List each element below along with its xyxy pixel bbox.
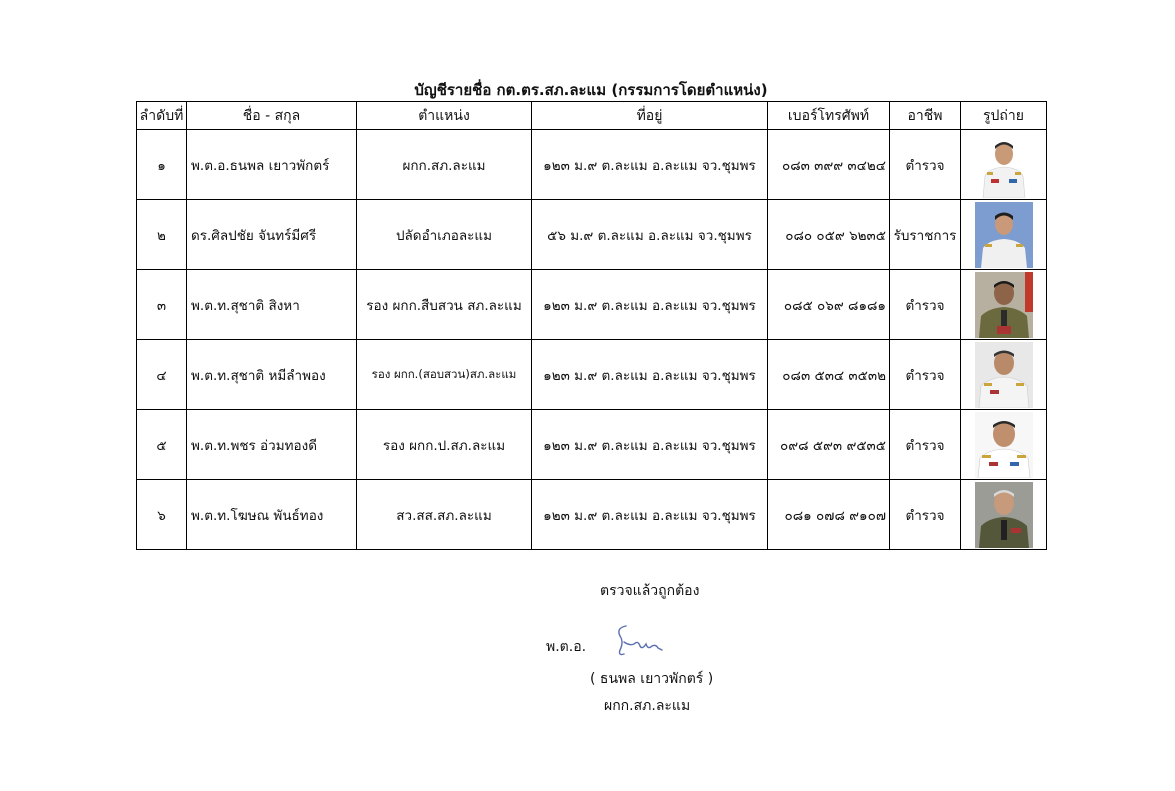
row-address: ๑๒๓ ม.๙ ต.ละแม อ.ละแม จว.ชุมพร [532,480,768,550]
row-address: ๑๒๓ ม.๙ ต.ละแม อ.ละแม จว.ชุมพร [532,130,768,200]
signer-name: ( ธนพล เยาวพักตร์ ) [590,671,714,687]
row-occupation: ตำรวจ [890,480,961,550]
row-name: พ.ต.ท.พชร อ่วมทองดี [187,410,357,480]
table-row [137,200,1047,270]
table-row [137,340,1047,410]
row-phone: ๐๘๓ ๓๙๙ ๓๔๒๔ [768,130,890,200]
document-title: บัญชีรายชื่อ กต.ตร.สภ.ละแม (กรรมการโดยตำแหน่ง) [414,81,768,99]
row-no: ๖ [137,480,187,550]
header-position: ตำแหน่ง [357,102,532,130]
row-occupation: ตำรวจ [890,130,961,200]
row-no: ๓ [137,270,187,340]
table-row [137,270,1047,340]
signer-rank: พ.ต.อ. [546,639,587,655]
row-address: ๕๖ ม.๙ ต.ละแม อ.ละแม จว.ชุมพร [532,200,768,270]
table-row [137,410,1047,480]
row-position: สว.สส.สภ.ละแม [357,480,532,550]
row-photo-cell [961,130,1047,200]
table-row [137,130,1047,200]
header-address: ที่อยู่ [532,102,768,130]
row-photo-cell [961,270,1047,340]
portrait-photo [975,272,1033,338]
row-address: ๑๒๓ ม.๙ ต.ละแม อ.ละแม จว.ชุมพร [532,410,768,480]
row-no: ๕ [137,410,187,480]
portrait-photo [975,202,1033,268]
row-position: รอง ผกก.สืบสวน สภ.ละแม [357,270,532,340]
header-name: ชื่อ - สกุล [187,102,357,130]
row-no: ๔ [137,340,187,410]
portrait-photo [975,132,1033,198]
portrait-photo [975,342,1033,408]
row-name: พ.ต.อ.ธนพล เยาวพักตร์ [187,130,357,200]
handwritten-signature [612,620,668,660]
verified-label: ตรวจแล้วถูกต้อง [600,583,700,599]
row-phone: ๐๘๕ ๐๖๙ ๘๑๘๑ [768,270,890,340]
row-phone: ๐๘๓ ๕๓๔ ๓๕๓๒ [768,340,890,410]
portrait-photo [975,412,1033,478]
row-photo-cell [961,200,1047,270]
row-name: พ.ต.ท.สุชาติ สิงหา [187,270,357,340]
committee-table [136,101,1047,550]
row-name: พ.ต.ท.สุชาติ หมีลำพอง [187,340,357,410]
row-address: ๑๒๓ ม.๙ ต.ละแม อ.ละแม จว.ชุมพร [532,340,768,410]
portrait-photo [975,482,1033,548]
row-name: ดร.ศิลปชัย จันทร์มีศรี [187,200,357,270]
row-position: ผกก.สภ.ละแม [357,130,532,200]
row-phone: ๐๘๐ ๐๕๙ ๖๒๓๕ [768,200,890,270]
header-occupation: อาชีพ [890,102,961,130]
row-position: รอง ผกก.(สอบสวน)สภ.ละแม [357,340,532,410]
row-phone: ๐๘๑ ๐๗๘ ๙๑๐๗ [768,480,890,550]
row-occupation: ตำรวจ [890,340,961,410]
header-phone: เบอร์โทรศัพท์ [768,102,890,130]
row-occupation: รับราชการ [890,200,961,270]
row-photo-cell [961,410,1047,480]
row-position: ปลัดอำเภอละแม [357,200,532,270]
header-no: ลำดับที่ [137,102,187,130]
row-name: พ.ต.ท.โฆษณ พันธ์ทอง [187,480,357,550]
row-address: ๑๒๓ ม.๙ ต.ละแม อ.ละแม จว.ชุมพร [532,270,768,340]
row-occupation: ตำรวจ [890,270,961,340]
header-photo: รูปถ่าย [961,102,1047,130]
row-no: ๒ [137,200,187,270]
row-position: รอง ผกก.ป.สภ.ละแม [357,410,532,480]
row-occupation: ตำรวจ [890,410,961,480]
row-phone: ๐๙๘ ๕๙๓ ๙๕๓๕ [768,410,890,480]
table-header-row [137,102,1047,130]
row-no: ๑ [137,130,187,200]
row-photo-cell [961,340,1047,410]
row-photo-cell [961,480,1047,550]
table-row [137,480,1047,550]
signer-position: ผกก.สภ.ละแม [604,698,691,714]
